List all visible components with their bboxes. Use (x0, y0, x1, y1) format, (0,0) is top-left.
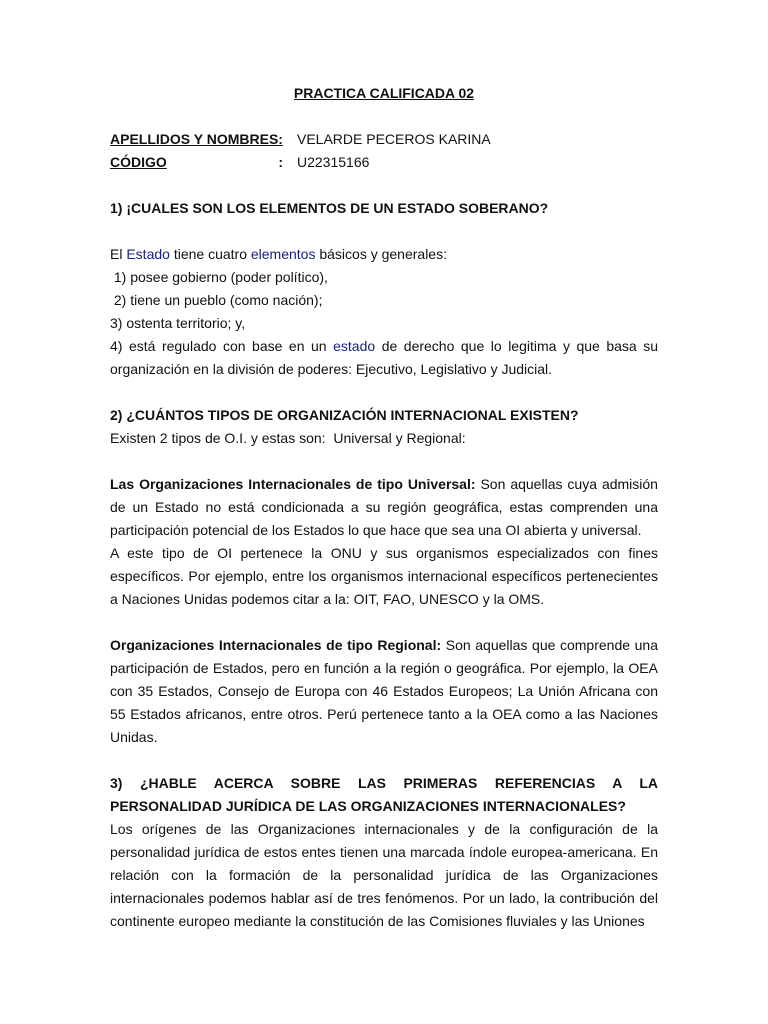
document-body (110, 128, 658, 933)
q1-item: 1) posee gobierno (poder político), (110, 269, 328, 285)
universal-paragraph (110, 473, 658, 542)
question-2: 2) ¿CUÁNTOS TIPOS DE ORGANIZACIÓN INTERNACIONAL EXISTEN? (110, 407, 579, 423)
code-label: CÓDIGO (110, 154, 167, 170)
q1-intro-a: El (110, 246, 127, 262)
spacer (110, 611, 658, 634)
q3-paragraph: Los orígenes de las Organizaciones internacionales y de la configuración de la personalidad jurídica de estos entes tienen una marcada índole europea-americana. En relación con la formación de la personalidad jurídica de las Organizaciones internacionales podemos hablar así de tres fenómenos. Por un lado, la contribución del continente europeo mediante la constitución de las Comisiones fluviales y las Uniones (110, 821, 658, 929)
name-row (110, 128, 658, 151)
spacer (110, 381, 658, 404)
regional-title: Organizaciones Internacionales de tipo Regional: (110, 637, 442, 653)
name-label: APELLIDOS Y NOMBRES: (110, 131, 283, 147)
regional-text: Son aquellas que comprende una participación de Estados, pero en función a la región o geográfica. Por ejemplo, la OEA con 35 Estados, Consejo de Europa con 46 Estados Europeos; La Unión Africana con 55 Estados africanos, entre otros. Perú pertenece tanto a la OEA como a las Naciones Unidas. (110, 637, 658, 745)
question-1: 1) ¡CUALES SON LOS ELEMENTOS DE UN ESTADO SOBERANO? (110, 200, 549, 216)
code-colon: : (278, 154, 283, 170)
spacer (110, 174, 658, 197)
q1-intro-c: básicos y generales: (315, 246, 447, 262)
spacer (110, 749, 658, 772)
document-title: PRACTICA CALIFICADA 02 (293, 85, 475, 101)
estado-link-2[interactable]: estado (333, 338, 376, 354)
q1-item-4 (110, 335, 658, 381)
code-value: U22315166 (297, 154, 370, 170)
q2-intro: Existen 2 tipos de O.I. y estas son: Universal y Regional: (110, 430, 466, 446)
code-row (110, 151, 658, 174)
q1-intro-b: tiene cuatro (169, 246, 251, 262)
q1-item4-a: 4) está regulado con base en un (110, 338, 334, 354)
universal-paragraph-2: A este tipo de OI pertenece la ONU y sus organismos especializados con fines específicos. Por ejemplo, entre los organismos internacional específicos pertenecientes a Naciones Unidas podemos citar a la: OIT, FAO, UNESCO y la OMS. (110, 545, 658, 607)
elementos-link[interactable]: elementos (250, 246, 316, 262)
name-label-col (110, 128, 285, 151)
q1-item4-b: de derecho que lo legitima y que basa su organización en la división de poderes: Ejecutivo, Legislativo y Judicial. (110, 338, 659, 377)
name-value: VELARDE PECEROS KARINA (297, 131, 491, 147)
code-label-col (110, 151, 285, 174)
estado-link[interactable]: Estado (126, 246, 170, 262)
question-3: 3) ¿HABLE ACERCA SOBRE LAS PRIMERAS REFERENCIAS A LA PERSONALIDAD JURÍDICA DE LAS ORGANIZACIONES INTERNACIONALES? (110, 775, 658, 814)
q1-intro (110, 243, 658, 266)
q1-item: 3) ostenta territorio; y, (110, 315, 246, 331)
universal-text: Son aquellas cuya admisión de un Estado no está condicionada a su región geográfica, estas comprenden una participación potencial de los Estados lo que hace que sea una OI abierta y universal. (110, 476, 658, 538)
universal-title: Las Organizaciones Internacionales de tipo Universal: (110, 476, 476, 492)
regional-paragraph (110, 634, 658, 749)
spacer (110, 220, 658, 243)
spacer (110, 450, 658, 473)
q1-item: 2) tiene un pueblo (como nación); (110, 292, 323, 308)
